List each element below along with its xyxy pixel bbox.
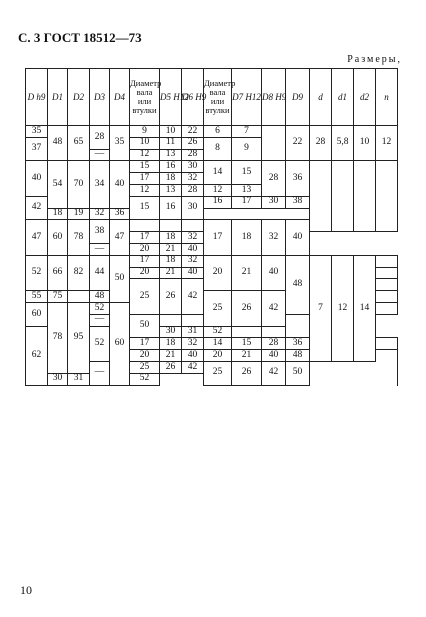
table-cell: 40 [262, 350, 286, 362]
table-cell [376, 338, 398, 350]
table-cell: 14 [204, 338, 232, 350]
table-row [26, 126, 398, 138]
table-cell: 17 [130, 255, 160, 267]
table-cell: 42 [262, 361, 286, 385]
table-cell: 18 [232, 220, 262, 255]
table-cell: 22 [286, 126, 310, 161]
table-cell: — [90, 361, 110, 385]
table-cell: 62 [26, 326, 48, 385]
sizes-label: Размеры, [347, 54, 402, 65]
table-cell: 35 [26, 126, 48, 138]
table-cell: 32 [262, 220, 286, 255]
table-cell: 14 [354, 255, 376, 361]
table-cell [376, 302, 398, 314]
table-cell [376, 279, 398, 291]
table-cell: 16 [160, 196, 182, 220]
table-cell: 75 [48, 291, 68, 303]
table-cell: 52 [204, 326, 232, 338]
column-header: Диаметр вала или втулки [130, 69, 160, 126]
table-row [26, 255, 398, 267]
table-cell: 42 [262, 291, 286, 326]
table-cell: 21 [232, 350, 262, 362]
table-cell: 28 [262, 161, 286, 196]
table-cell: 6 [204, 126, 232, 138]
table-cell: 11 [160, 137, 182, 149]
table-header-row [26, 69, 398, 126]
table-cell: 20 [130, 267, 160, 279]
table-cell: 26 [160, 279, 182, 314]
table-cell: 12 [204, 184, 232, 196]
table-cell [160, 220, 182, 232]
table-cell: 25 [204, 361, 232, 385]
table-cell: 12 [130, 149, 160, 161]
table-cell: 78 [48, 302, 68, 373]
table-cell: — [90, 314, 110, 326]
table-cell: 16 [204, 196, 232, 208]
column-header: d2 [354, 69, 376, 126]
table-cell: 7 [232, 126, 262, 138]
table-cell: 52 [26, 255, 48, 290]
table-cell: 36 [286, 161, 310, 196]
table-cell: 26 [232, 361, 262, 385]
table-cell: 40 [26, 161, 48, 196]
table-cell: 30 [262, 196, 286, 208]
table-cell: 38 [90, 220, 110, 244]
table-cell: 21 [160, 350, 182, 362]
table-cell: 37 [26, 137, 48, 161]
table-cell: 25 [130, 361, 160, 373]
table-cell: 12 [332, 255, 354, 361]
table-cell: 55 [26, 291, 48, 303]
column-header: D6 H9 [182, 69, 204, 126]
table-cell [376, 161, 398, 232]
table-cell: 10 [354, 126, 376, 161]
table-cell: 52 [90, 302, 110, 314]
table-cell: 18 [48, 208, 68, 220]
table-cell: 32 [182, 338, 204, 350]
table-cell: 40 [182, 243, 204, 255]
table-cell: 26 [232, 291, 262, 326]
table-cell: 15 [232, 161, 262, 185]
table-cell: 19 [68, 208, 90, 220]
table-cell: 28 [182, 149, 204, 161]
page-header: С. 3 ГОСТ 18512—73 [18, 30, 142, 45]
table-cell: 60 [110, 302, 130, 385]
table-cell: 18 [160, 255, 182, 267]
column-header: D4 [110, 69, 130, 126]
table-cell: 17 [204, 220, 232, 255]
table-cell: 22 [182, 126, 204, 138]
table-cell: 65 [68, 126, 90, 161]
column-header: D9 [286, 69, 310, 126]
table-cell: 47 [110, 220, 130, 255]
table-cell [262, 126, 286, 161]
table-cell [182, 220, 204, 232]
table-cell: 16 [160, 161, 182, 173]
table-cell: 14 [204, 161, 232, 185]
table-cell: 13 [160, 184, 182, 196]
table-cell [232, 326, 262, 338]
table-cell: 78 [68, 220, 90, 255]
table-cell: 13 [160, 149, 182, 161]
table-cell: 15 [130, 161, 160, 173]
table-cell: 36 [286, 338, 310, 350]
table-cell: 40 [110, 161, 130, 208]
table-cell [376, 291, 398, 303]
table-cell: 40 [182, 267, 204, 279]
table-cell: 28 [310, 126, 332, 161]
table-row [26, 161, 398, 173]
table-cell: 34 [90, 161, 110, 208]
table-cell: 47 [26, 220, 48, 255]
table-cell: 17 [130, 232, 160, 244]
table-cell: 42 [182, 279, 204, 314]
table-cell: 12 [130, 184, 160, 196]
table-cell: 17 [232, 196, 262, 208]
table-cell: 8 [204, 137, 232, 161]
table-cell: 5,8 [332, 126, 354, 161]
table-cell: 60 [26, 302, 48, 326]
table-cell: 28 [182, 184, 204, 196]
table-cell: 9 [232, 137, 262, 161]
table-cell [376, 267, 398, 279]
table-cell: 20 [204, 350, 232, 362]
table-cell: 28 [262, 338, 286, 350]
table-cell: 17 [130, 338, 160, 350]
table-cell [182, 314, 204, 326]
table-cell: — [90, 243, 110, 255]
column-header: D h9 [26, 69, 48, 126]
table-cell: 42 [182, 361, 204, 373]
table-cell: 40 [286, 220, 310, 255]
column-header: Диаметр вала или втулки [204, 69, 232, 126]
table-cell: 25 [130, 279, 160, 314]
table-cell: 50 [110, 255, 130, 302]
table-cell: 18 [160, 232, 182, 244]
table-cell: 18 [160, 173, 182, 185]
table-cell: 40 [262, 255, 286, 290]
table-cell: 32 [90, 208, 110, 220]
table-cell: 48 [90, 291, 110, 303]
table-cell: 40 [182, 350, 204, 362]
table-cell: 31 [182, 326, 204, 338]
table-cell: 66 [48, 255, 68, 290]
column-header: d [310, 69, 332, 126]
table-cell: 36 [110, 208, 130, 220]
column-header: D5 H12 [160, 69, 182, 126]
table-cell: 17 [130, 173, 160, 185]
table-cell: 32 [182, 173, 204, 185]
column-header: d1 [332, 69, 354, 126]
table-cell: 48 [286, 255, 310, 314]
table-cell: 26 [160, 361, 182, 373]
table-cell: 52 [130, 373, 160, 385]
table-cell [354, 161, 376, 232]
table-cell: 30 [48, 373, 68, 385]
table-cell: 10 [130, 137, 160, 149]
table-cell: 20 [130, 243, 160, 255]
table-cell: 50 [130, 314, 160, 338]
table-cell: 30 [160, 326, 182, 338]
table-cell: 18 [160, 338, 182, 350]
table-cell: — [90, 149, 110, 161]
table-cell: 20 [204, 255, 232, 290]
table-cell: 20 [130, 350, 160, 362]
column-header: D7 H12 [232, 69, 262, 126]
table-cell: 42 [26, 196, 48, 220]
table-cell: 38 [286, 196, 310, 208]
table-cell: 9 [130, 126, 160, 138]
table-cell: 10 [160, 126, 182, 138]
column-header: D1 [48, 69, 68, 126]
column-header: D3 [90, 69, 110, 126]
table-cell: 52 [90, 326, 110, 361]
table-cell: 15 [232, 338, 262, 350]
table-cell [262, 326, 286, 338]
table-cell: 30 [182, 196, 204, 220]
table-cell: 28 [90, 126, 110, 150]
column-header: D8 H9 [262, 69, 286, 126]
table-cell: 82 [68, 255, 90, 290]
table-cell: 35 [110, 126, 130, 161]
table-cell: 12 [376, 126, 398, 161]
table-cell [130, 220, 160, 232]
table-cell: 31 [68, 373, 90, 385]
table-cell: 32 [182, 232, 204, 244]
table-cell: 30 [182, 161, 204, 173]
table-cell: 95 [68, 302, 90, 373]
table-cell [160, 314, 182, 326]
table-cell [376, 255, 398, 267]
table-cell: 25 [204, 291, 232, 326]
column-header: n [376, 69, 398, 126]
table-cell: 50 [286, 361, 310, 385]
table-body [26, 126, 398, 386]
table-cell: 26 [182, 137, 204, 149]
table-cell: 21 [160, 267, 182, 279]
table-cell: 13 [232, 184, 262, 196]
table-cell: 54 [48, 161, 68, 208]
table-cell: 21 [160, 243, 182, 255]
table-cell: 44 [90, 255, 110, 290]
table-cell [68, 291, 90, 303]
column-header: D2 [68, 69, 90, 126]
table-cell: 48 [286, 350, 310, 362]
table-cell: 7 [310, 255, 332, 361]
table-cell [310, 161, 332, 232]
page-number: 10 [20, 583, 32, 597]
table-cell: 15 [130, 196, 160, 220]
dimensions-table [25, 68, 398, 386]
table-cell: 21 [232, 255, 262, 290]
table-cell: 60 [48, 220, 68, 255]
table-cell: 32 [182, 255, 204, 267]
table-cell: 48 [48, 126, 68, 161]
table-cell: 70 [68, 161, 90, 208]
table-cell [332, 161, 354, 232]
